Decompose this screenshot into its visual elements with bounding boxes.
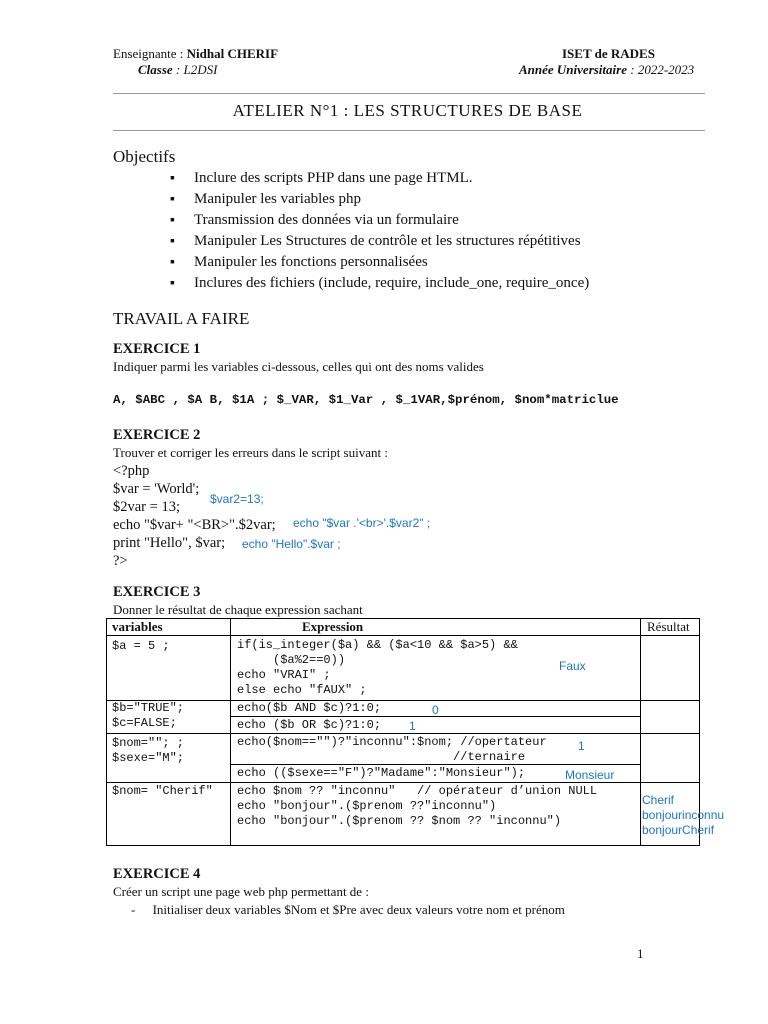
code-line: <?php [113,463,150,479]
page-number: 1 [637,946,644,961]
variables-cell: $nom= "Cherif" [112,784,213,798]
variables-cell: $b="TRUE"; $c=FALSE; [112,701,185,730]
objective-item: ▪ Manipuler les fonctions personnalisées [170,252,589,273]
code-line: echo "$var+ "<BR>".$2var; [113,517,276,533]
result-note: Monsieur [565,768,615,782]
page-title: ATELIER N°1 : LES STRUCTURES DE BASE [232,101,583,120]
ex2-note: echo "Hello".$var ; [242,537,341,551]
expression-cell: echo($nom=="")?"inconnu":$nom; //opertateur //ternaire [237,735,547,764]
ex3-instruction: Donner le résultat de chaque expression sachant [113,602,363,617]
table-rule [230,618,231,846]
title-rule [113,130,705,131]
teacher-line [113,46,278,62]
ex1-variables: A, $ABC , $A B, $1A ; $_VAR, $1_Var , $_1VAR,$prénom, $nom*matriclue [113,393,619,407]
dash-bullet: - [131,902,136,917]
expression-cell: if(is_integer($a) && ($a<10 && $a>5) && ($a%2==0)) echo "VRAI" ; else echo "fAUX" ; [237,638,518,697]
year-line [519,62,694,78]
ex1-instruction: Indiquer parmi les variables ci-dessous, celles qui ont des noms valides [113,359,484,374]
ex4-item [131,902,565,918]
ex1-title: EXERCICE 1 [113,341,201,357]
class-value: : L2DSI [175,62,218,77]
objective-item: ▪ Manipuler Les Structures de contrôle et les structures répétitives [170,231,589,252]
variables-cell: $a = 5 ; [112,639,170,653]
table-rule [106,700,700,701]
objectives-heading: Objectifs [113,147,176,166]
ex2-title: EXERCICE 2 [113,427,201,443]
ex4-item-text: Initialiser deux variables $Nom et $Pre avec deux valeurs votre nom et prénom [152,902,565,917]
table-rule [106,618,107,846]
code-line: $var = 'World'; [113,481,200,497]
table-rule [106,733,700,734]
top-rule [113,93,705,94]
expression-cell: echo $nom ?? "inconnu" // opérateur d’union NULL echo "bonjour".($prenom ??"inconnu") echo "bonjour".($prenom ?? $nom ?? "inconnu") [237,784,598,828]
variables-cell: $nom=""; ; $sexe="M"; [112,736,185,765]
year-value: : 2022-2023 [630,62,695,77]
objective-item: ▪ Manipuler les variables php [170,189,589,210]
code-line: print "Hello", $var; [113,535,226,551]
expression-cell: echo ($b OR $c)?1:0; [237,718,382,732]
result-note: 0 [432,703,439,717]
header-variables: variables [112,619,163,634]
expression-cell: echo (($sexe=="F")?"Madame":"Monsieur"); [237,766,526,780]
table-rule [106,845,700,846]
work-heading: TRAVAIL A FAIRE [113,309,250,328]
header-result: Résultat [647,619,690,634]
ex2-instruction: Trouver et corriger les erreurs dans le script suivant : [113,445,388,460]
objective-item: ▪ Inclures des fichiers (include, require, include_one, require_once) [170,273,589,294]
table-rule [106,635,700,636]
expression-cell: echo($b AND $c)?1:0; [237,701,382,715]
table-rule [640,618,641,846]
objective-item: ▪ Inclure des scripts PHP dans une page HTML. [170,168,589,189]
result-note: Faux [559,659,586,673]
table-rule [106,618,700,619]
header-expression: Expression [302,619,364,634]
class-line [138,62,217,78]
result-note: 1 [409,719,416,733]
expressions-table [106,618,725,846]
objective-item: ▪ Transmission des données via un formulaire [170,210,589,231]
ex2-note: echo "$var .'<br>'.$var2" ; [293,516,431,530]
code-line: ?> [113,553,128,569]
class-label: Classe [138,62,173,77]
objectives-list [170,168,589,294]
result-note: bonjourinconnu [642,808,725,822]
ex2-note: $var2=13; [210,492,264,506]
ex3-title: EXERCICE 3 [113,584,201,600]
result-note: Cherif [642,793,675,807]
result-note: bonjourCherif [642,823,715,837]
ex2-code [113,462,276,570]
teacher-label: Enseignante : [113,46,184,61]
code-line: $2var = 13; [113,499,180,515]
ex4-instruction: Créer un script une page web php permettant de : [113,884,369,899]
teacher-name: Nidhal CHERIF [186,46,279,61]
table-rule [106,782,700,783]
year-label: Année Universitaire [519,62,627,77]
result-note: 1 [578,739,585,753]
school-name: ISET de RADES [562,46,655,61]
ex4-title: EXERCICE 4 [113,866,201,882]
